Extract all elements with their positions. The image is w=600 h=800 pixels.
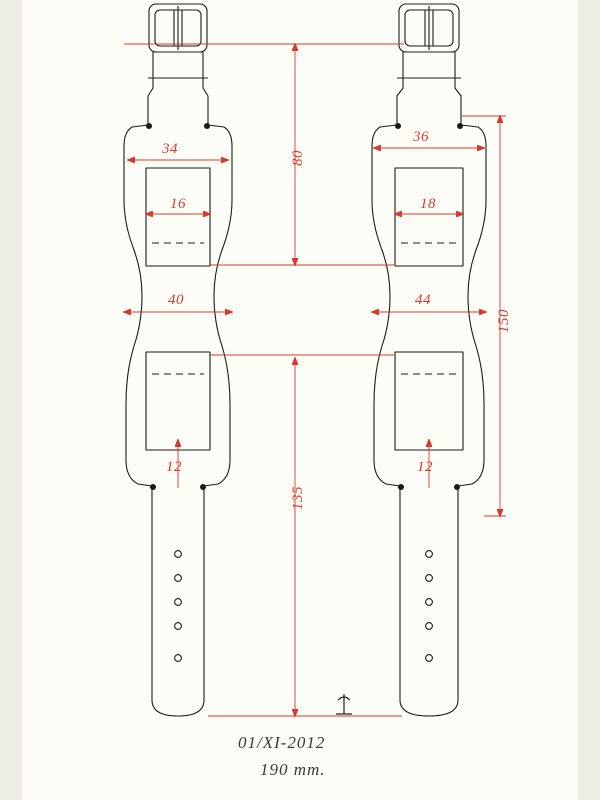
- right-tail-hole: [426, 623, 433, 630]
- dim-label-left-keeper-width: 16: [170, 196, 186, 212]
- dim-label-overall-length: 150: [496, 309, 512, 333]
- right-upper-keeper: [395, 168, 463, 266]
- left-lower-keeper: [146, 352, 210, 450]
- dim-label-left-lug-width: 34: [162, 141, 178, 157]
- left-band-right-edge: [203, 52, 208, 125]
- right-body-right-edge: [458, 125, 486, 486]
- drawing-sheet: [22, 0, 578, 800]
- left-strap-outline: [124, 4, 232, 716]
- dim-label-left-body-width: 40: [168, 292, 184, 308]
- left-body-left-edge: [124, 125, 152, 486]
- dim-label-right-keeper-width: 18: [420, 196, 436, 212]
- right-lower-keeper: [395, 352, 463, 450]
- right-strap-outline: [372, 4, 486, 716]
- left-tail-hole: [175, 575, 182, 582]
- right-band-right-edge: [455, 52, 461, 125]
- annotation-date: 01/XI-2012: [238, 733, 326, 752]
- strap-drawing-svg: [22, 0, 578, 800]
- dim-label-right-body-width: 44: [415, 292, 431, 308]
- right-tail: [400, 486, 458, 716]
- right-tail-hole: [426, 599, 433, 606]
- dim-label-right-lug-width: 36: [413, 129, 429, 145]
- dimension-lines: [124, 44, 506, 716]
- right-band-left-edge: [397, 52, 403, 125]
- dim-label-left-tail-width: 12: [166, 459, 182, 475]
- signature-monogram-icon: [336, 694, 352, 714]
- left-body-right-edge: [204, 125, 232, 486]
- dim-label-right-tail-width: 12: [417, 459, 433, 475]
- dim-label-lower-length: 135: [290, 486, 306, 510]
- left-band-left-edge: [148, 52, 153, 125]
- left-tail-hole: [175, 551, 182, 558]
- left-upper-keeper: [146, 168, 210, 266]
- left-tail: [152, 486, 204, 716]
- annotation-note: 190 mm.: [260, 760, 326, 779]
- right-body-left-edge: [372, 125, 400, 486]
- left-tail-hole: [175, 623, 182, 630]
- dim-label-upper-length: 80: [290, 150, 306, 166]
- right-tail-hole: [426, 551, 433, 558]
- left-tail-hole: [175, 599, 182, 606]
- right-tail-hole: [426, 575, 433, 582]
- left-tail-hole: [175, 655, 182, 662]
- right-tail-hole: [426, 655, 433, 662]
